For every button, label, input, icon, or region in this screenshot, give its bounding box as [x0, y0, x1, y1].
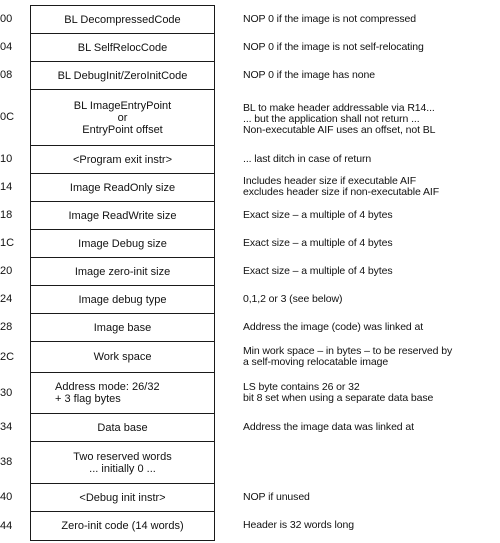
- header-word-cell: [30, 61, 215, 90]
- header-word-cell: [30, 173, 215, 202]
- description-line: NOP 0 if the image has none: [243, 68, 375, 81]
- field-description: [243, 266, 500, 277]
- header-word-cell: [30, 5, 215, 34]
- header-word-cell: [30, 257, 215, 286]
- cell-text: [97, 422, 147, 434]
- description-line: NOP 0 if the image is not self-relocating: [243, 40, 424, 53]
- field-description: [243, 322, 500, 333]
- field-description: [243, 103, 500, 136]
- cell-text: [61, 520, 183, 532]
- cell-text-line: + 3 flag bytes: [55, 393, 121, 405]
- field-description: [243, 70, 500, 81]
- cell-text: [74, 100, 171, 136]
- field-description: [243, 422, 500, 433]
- field-description: [243, 154, 500, 165]
- offset-label: 10: [0, 153, 13, 165]
- description-line: 0,1,2 or 3 (see below): [243, 292, 343, 305]
- offset-label: 20: [0, 265, 13, 277]
- description-line: Exact size – a multiple of 4 bytes: [243, 264, 393, 277]
- header-word-cell: [30, 89, 215, 146]
- offset-label: 04: [0, 41, 13, 53]
- cell-text-line: Data base: [97, 421, 148, 434]
- cell-text-line: Address mode: 26/32: [55, 381, 160, 393]
- cell-text: [58, 70, 188, 82]
- cell-text: [94, 322, 151, 334]
- description-line: excludes header size if non-executable AIF: [243, 186, 440, 198]
- offset-label: 08: [0, 69, 13, 81]
- cell-text-line: <Debug init instr>: [79, 491, 166, 504]
- cell-text: [68, 210, 176, 222]
- offset-label: 24: [0, 293, 13, 305]
- description-line: ... last ditch in case of return: [243, 152, 372, 165]
- header-word-cell: [30, 285, 215, 314]
- offset-label: 38: [0, 456, 13, 468]
- offset-label: 30: [0, 386, 13, 399]
- description-line: Min work space – in bytes – to be reserved by: [243, 344, 453, 357]
- description-line: BL to make header addressable via R14...: [243, 101, 435, 114]
- cell-text-line: Work space: [93, 351, 152, 363]
- cell-text-line: <Program exit instr>: [72, 153, 173, 166]
- description-line: Header is 32 words long: [243, 519, 354, 531]
- field-description: [243, 520, 500, 531]
- cell-text-line: Image ReadOnly size: [69, 181, 176, 194]
- header-word-cell: [30, 145, 215, 174]
- cell-text-line: ... initially 0 ...: [89, 462, 156, 475]
- cell-text: [78, 294, 166, 306]
- field-description: [243, 492, 500, 503]
- offset-label: 34: [0, 421, 13, 433]
- description-line: LS byte contains 26 or 32: [243, 380, 360, 393]
- header-word-cell: [30, 229, 215, 258]
- cell-text: [75, 266, 170, 278]
- header-word-cell: [30, 372, 215, 414]
- cell-text-line: Image ReadWrite size: [68, 209, 177, 222]
- header-word-cell: [30, 413, 215, 442]
- cell-text-line: or: [117, 111, 128, 124]
- cell-text-line: EntryPoint offset: [82, 123, 163, 136]
- description-line: Exact size – a multiple of 4 bytes: [243, 236, 393, 249]
- cell-text: [73, 451, 171, 475]
- offset-label: 28: [0, 321, 13, 333]
- description-line: NOP if unused: [243, 490, 310, 503]
- cell-text-line: Zero-init code (14 words): [61, 520, 184, 532]
- header-word-cell: [30, 441, 215, 484]
- header-word-cell: [30, 483, 215, 512]
- cell-text-line: Image Debug size: [78, 237, 167, 250]
- header-word-cell: [30, 313, 215, 342]
- field-description: [243, 346, 500, 368]
- cell-text: [55, 381, 160, 405]
- offset-label: 0C: [0, 111, 15, 123]
- cell-text: [73, 154, 172, 166]
- field-description: [243, 14, 500, 25]
- description-line: a self-moving relocatable image: [243, 355, 389, 368]
- field-description: [243, 294, 500, 305]
- offset-label: 44: [0, 519, 13, 532]
- cell-text-line: BL DebugInit/ZeroInitCode: [57, 69, 188, 82]
- field-description: [243, 238, 500, 249]
- header-word-cell: [30, 201, 215, 230]
- description-line: Address the image (code) was linked at: [243, 320, 424, 333]
- description-line: Address the image data was linked at: [243, 420, 414, 433]
- cell-text-line: BL DecompressedCode: [64, 13, 181, 26]
- offset-label: 1C: [0, 237, 15, 249]
- header-word-cell: [30, 511, 215, 541]
- cell-text: [78, 238, 167, 250]
- field-description: [243, 42, 500, 53]
- offset-label: 00: [0, 13, 13, 25]
- cell-text-line: Image zero-init size: [74, 265, 171, 278]
- cell-text-line: Image debug type: [78, 293, 167, 306]
- cell-text: [78, 42, 167, 54]
- description-line: ... but the application shall not return ...: [243, 112, 420, 125]
- description-line: Exact size – a multiple of 4 bytes: [243, 208, 393, 221]
- cell-text-line: Two reserved words: [73, 450, 172, 463]
- cell-text: [70, 182, 175, 194]
- header-word-cell: [30, 33, 215, 62]
- header-word-cell: [30, 341, 215, 373]
- field-description: [243, 176, 500, 198]
- offset-label: 18: [0, 209, 13, 221]
- offset-label: 14: [0, 181, 13, 193]
- description-line: Non-executable AIF uses an offset, not BL: [243, 123, 436, 136]
- cell-text: [94, 351, 152, 363]
- cell-text-line: BL SelfRelocCode: [77, 41, 168, 54]
- cell-text-line: BL ImageEntryPoint: [73, 99, 172, 112]
- description-line: Includes header size if executable AIF: [243, 175, 417, 187]
- description-line: bit 8 set when using a separate data base: [243, 391, 434, 404]
- cell-text-line: Image base: [93, 321, 152, 334]
- field-description: [243, 382, 500, 404]
- description-line: NOP 0 if the image is not compressed: [243, 12, 417, 25]
- offset-label: 2C: [0, 350, 15, 363]
- offset-label: 40: [0, 491, 13, 503]
- field-description: [243, 210, 500, 221]
- cell-text: [64, 14, 180, 26]
- cell-text: [79, 492, 165, 504]
